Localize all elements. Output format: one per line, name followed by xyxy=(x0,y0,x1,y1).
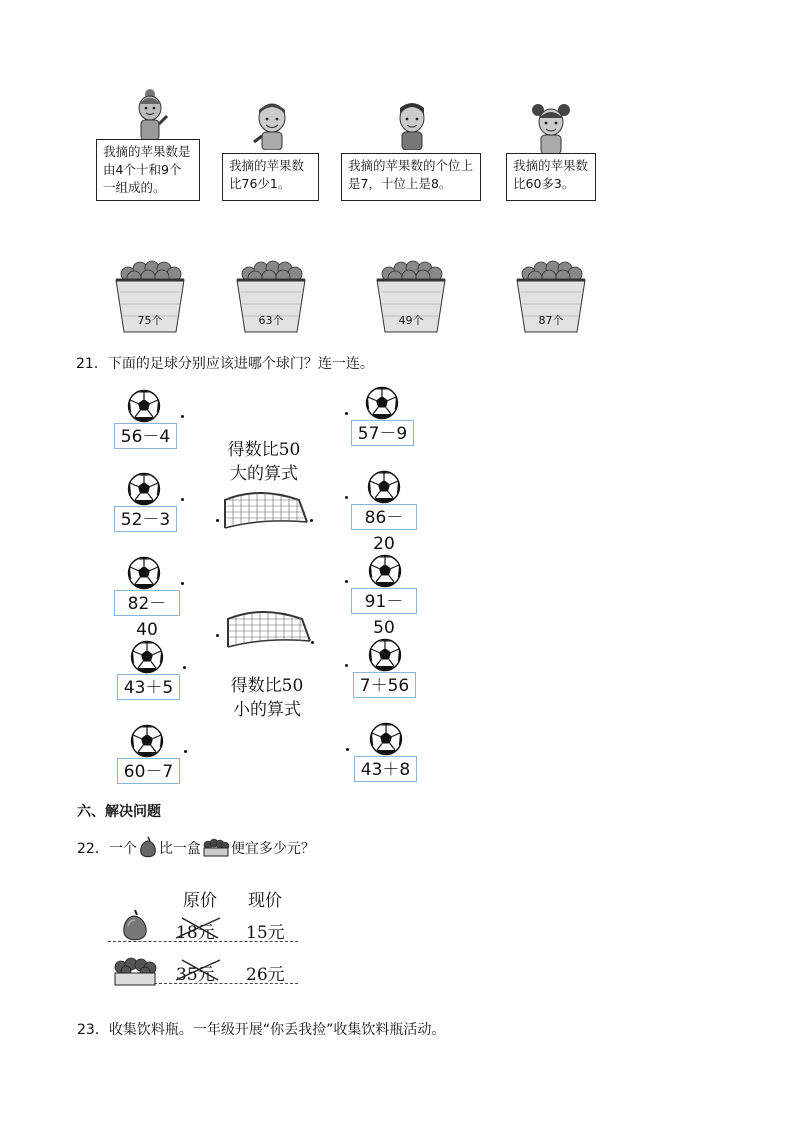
soccer-ball-icon xyxy=(365,386,399,420)
connect-dot[interactable] xyxy=(345,664,348,667)
question-21 xyxy=(76,353,374,373)
right-expression-2: 86－20 xyxy=(351,504,417,530)
pear-icon xyxy=(120,908,150,944)
boy-figure-1 xyxy=(250,100,294,150)
goal-bottom-label xyxy=(212,674,322,722)
basket-label: 63个 xyxy=(258,314,284,327)
basket-label: 75个 xyxy=(137,314,163,327)
strikethrough-mark xyxy=(174,914,224,942)
soccer-ball-icon xyxy=(369,722,403,756)
question-text: 下面的足球分别应该进哪个球门？连一连。 xyxy=(107,356,374,372)
girl-figure-2 xyxy=(528,100,574,154)
soccer-ball-icon xyxy=(130,724,164,758)
goal-top-label-line1: 得数比50 xyxy=(227,440,301,460)
soccer-ball-icon xyxy=(367,470,401,504)
goal-bottom-label-line2: 小的算式 xyxy=(233,700,301,720)
question-text-b: 比一盒 xyxy=(158,841,201,857)
boy-figure-2 xyxy=(390,100,434,150)
right-expression-5: 43＋8 xyxy=(354,756,417,782)
connect-dot[interactable] xyxy=(181,498,184,501)
pear-current-price: 15元 xyxy=(246,923,285,943)
dashed-line xyxy=(108,941,298,942)
left-expression-5: 60－7 xyxy=(117,758,180,784)
box-current-price: 26元 xyxy=(246,965,285,985)
pear-icon xyxy=(138,836,158,860)
question-text-c: 便宜多少元？ xyxy=(230,841,315,857)
left-expression-2: 52－3 xyxy=(114,506,177,532)
apple-basket-1 xyxy=(112,258,188,334)
question-22 xyxy=(77,836,315,860)
header-current-price: 现价 xyxy=(248,891,282,911)
soccer-ball-icon xyxy=(130,640,164,674)
goal-top-label-line2: 大的算式 xyxy=(230,464,298,484)
strikethrough-mark xyxy=(174,956,224,984)
speech-bubble-4: 我摘的苹果数比60多3。 xyxy=(506,153,596,201)
goal-bottom-label-line1: 得数比50 xyxy=(230,676,304,696)
soccer-ball-icon xyxy=(127,556,161,590)
question-number: 23． xyxy=(77,1022,109,1038)
goal-net-top xyxy=(219,490,311,546)
right-expression-3: 91－50 xyxy=(351,588,417,614)
girl-figure-1 xyxy=(130,84,170,142)
dashed-line xyxy=(154,983,298,984)
box-original-price xyxy=(176,960,215,985)
left-expression-4: 43＋5 xyxy=(117,674,180,700)
speech-bubble-3: 我摘的苹果数的个位上是7，十位上是8。 xyxy=(341,153,481,201)
apple-basket-3 xyxy=(373,258,449,334)
soccer-ball-icon xyxy=(368,638,402,672)
right-expression-4: 7＋56 xyxy=(353,672,416,698)
connect-dot[interactable] xyxy=(345,580,348,583)
goal-net-bottom xyxy=(222,609,314,669)
connect-dot[interactable] xyxy=(345,412,348,415)
question-number: 21． xyxy=(76,356,108,372)
basket-label: 87个 xyxy=(538,314,564,327)
soccer-ball-icon xyxy=(127,389,161,423)
left-expression-3: 82－40 xyxy=(114,590,180,616)
goal-top-right-dot[interactable] xyxy=(310,519,313,522)
pear-original-price xyxy=(176,918,215,943)
question-23 xyxy=(77,1019,445,1039)
box-original-price-text: 35元 xyxy=(176,965,215,985)
question-number: 22． xyxy=(77,841,109,857)
connect-dot[interactable] xyxy=(181,415,184,418)
section-heading: 六、解决问题 xyxy=(77,804,161,820)
connect-dot[interactable] xyxy=(181,582,184,585)
goal-top-label xyxy=(209,438,319,486)
left-expression-1: 56－4 xyxy=(114,423,177,449)
connect-dot[interactable] xyxy=(183,666,186,669)
speech-bubble-1: 我摘的苹果数是由4个十和9个一组成的。 xyxy=(96,139,200,201)
connect-dot[interactable] xyxy=(345,496,348,499)
connect-dot[interactable] xyxy=(184,750,187,753)
connect-dot[interactable] xyxy=(346,748,349,751)
question-text: 收集饮料瓶。一年级开展“你丢我捡”收集饮料瓶活动。 xyxy=(108,1022,446,1038)
header-original-price: 原价 xyxy=(183,891,217,911)
soccer-ball-icon xyxy=(127,472,161,506)
pear-original-price-text: 18元 xyxy=(176,923,215,943)
speech-bubble-2: 我摘的苹果数比76少1。 xyxy=(222,153,319,201)
fruit-box-icon xyxy=(112,955,158,989)
soccer-ball-icon xyxy=(368,554,402,588)
apple-basket-4 xyxy=(513,258,589,334)
goal-bottom-right-dot[interactable] xyxy=(311,641,314,644)
question-text-a: 一个 xyxy=(108,841,137,857)
basket-label: 49个 xyxy=(398,314,424,327)
right-expression-1: 57－9 xyxy=(351,420,414,446)
apple-basket-2 xyxy=(233,258,309,334)
goal-bottom-left-dot[interactable] xyxy=(216,634,219,637)
fruit-box-icon xyxy=(202,838,230,858)
